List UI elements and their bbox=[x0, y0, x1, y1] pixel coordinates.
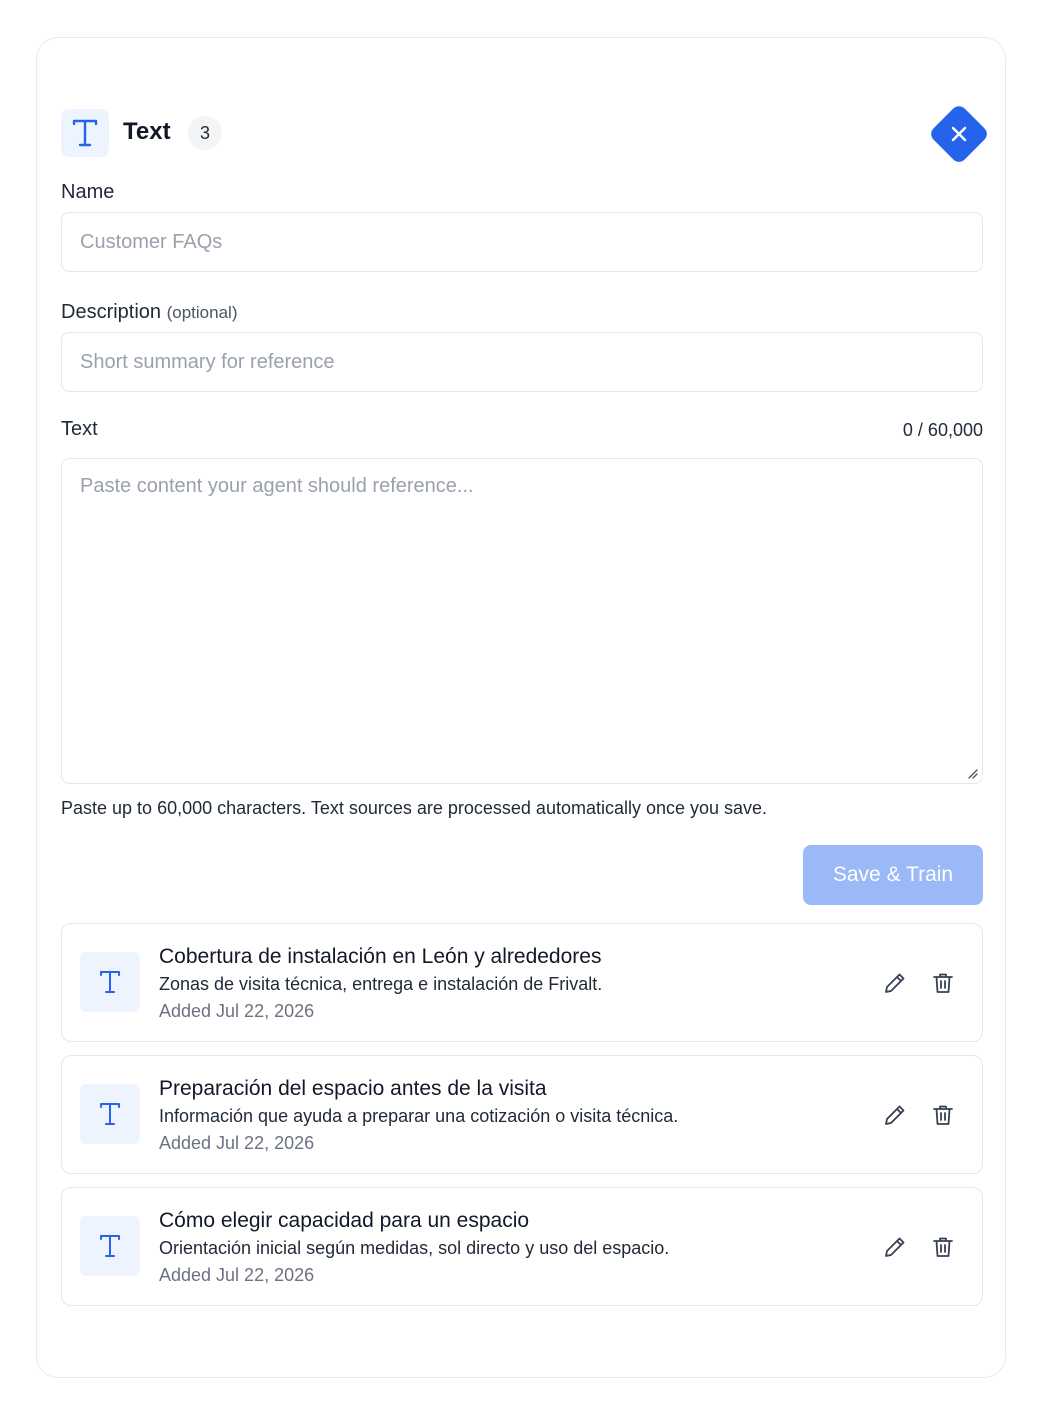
text-type-icon bbox=[61, 109, 109, 157]
source-title: Preparación del espacio antes de la visita bbox=[159, 1077, 547, 1100]
edit-button[interactable] bbox=[880, 968, 910, 998]
edit-button[interactable] bbox=[880, 1100, 910, 1130]
pencil-icon bbox=[883, 1235, 907, 1259]
text-content-textarea[interactable] bbox=[61, 458, 983, 784]
pencil-icon bbox=[883, 1103, 907, 1127]
delete-button[interactable] bbox=[928, 1232, 958, 1262]
pencil-icon bbox=[883, 971, 907, 995]
text-source-icon bbox=[80, 1216, 140, 1276]
text-source-icon bbox=[80, 1084, 140, 1144]
resize-handle-icon[interactable] bbox=[966, 767, 978, 779]
source-item bbox=[61, 923, 983, 1042]
name-input[interactable] bbox=[61, 212, 983, 272]
name-label: Name bbox=[61, 181, 115, 203]
source-date: Added Jul 22, 2026 bbox=[159, 1133, 315, 1153]
description-label bbox=[61, 301, 237, 324]
text-label: Text bbox=[61, 418, 98, 440]
trash-icon bbox=[931, 971, 955, 995]
source-title: Cobertura de instalación en León y alrededores bbox=[159, 945, 602, 968]
source-item bbox=[61, 1187, 983, 1306]
trash-icon bbox=[931, 1235, 955, 1259]
helper-text: Paste up to 60,000 characters. Text sources are processed automatically once you save. bbox=[61, 798, 768, 818]
source-description: Orientación inicial según medidas, sol directo y uso del espacio. bbox=[159, 1238, 670, 1258]
source-title: Cómo elegir capacidad para un espacio bbox=[159, 1209, 530, 1232]
description-input[interactable] bbox=[61, 332, 983, 392]
source-date: Added Jul 22, 2026 bbox=[159, 1265, 315, 1285]
delete-button[interactable] bbox=[928, 1100, 958, 1130]
source-description: Información que ayuda a preparar una cotización o visita técnica. bbox=[159, 1106, 679, 1126]
close-icon bbox=[950, 125, 968, 143]
source-description: Zonas de visita técnica, entrega e instalación de Frivalt. bbox=[159, 974, 603, 994]
source-count-badge: 3 bbox=[188, 116, 222, 150]
save-train-button[interactable]: Save & Train bbox=[803, 845, 983, 905]
panel-title: Text bbox=[123, 118, 171, 145]
optional-hint: (optional) bbox=[166, 303, 238, 322]
source-date: Added Jul 22, 2026 bbox=[159, 1001, 315, 1021]
source-item bbox=[61, 1055, 983, 1174]
character-counter: 0 / 60,000 bbox=[902, 420, 983, 440]
text-source-icon bbox=[80, 952, 140, 1012]
description-label-text: Description bbox=[61, 301, 162, 323]
edit-button[interactable] bbox=[880, 1232, 910, 1262]
trash-icon bbox=[931, 1103, 955, 1127]
delete-button[interactable] bbox=[928, 968, 958, 998]
